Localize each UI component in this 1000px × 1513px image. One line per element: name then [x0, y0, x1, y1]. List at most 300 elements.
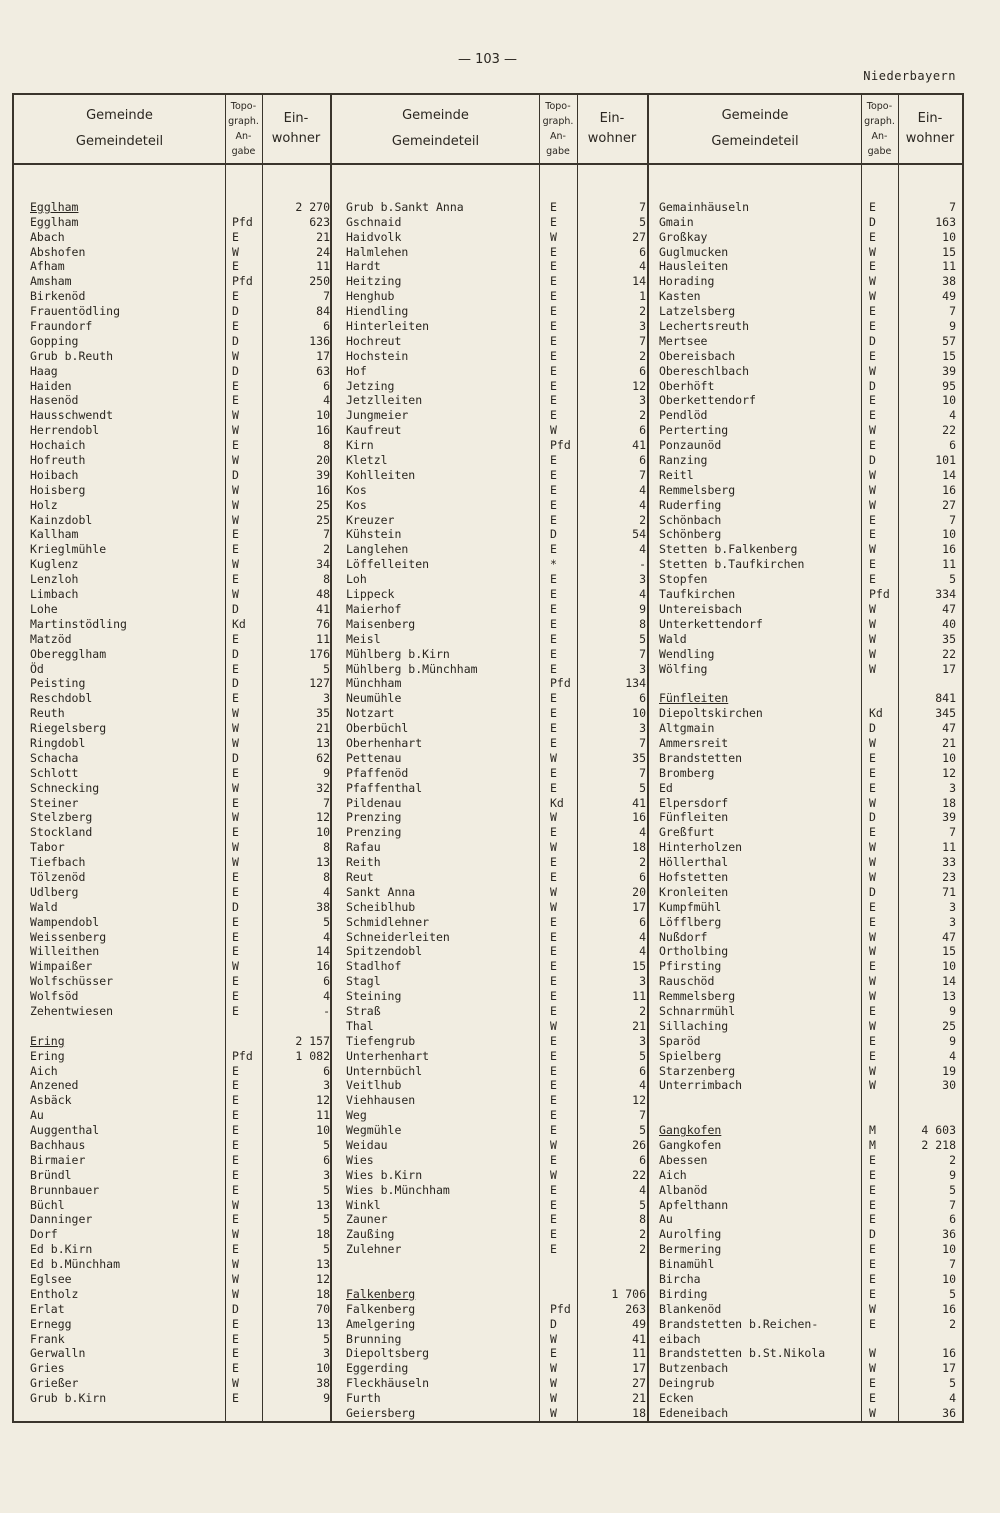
population: 3 [639, 721, 646, 736]
place-name: Albanöd [659, 1182, 708, 1197]
topo-code: E [869, 1048, 876, 1063]
topo-code: E [550, 1093, 557, 1108]
place-name: Wald [659, 631, 687, 646]
population: 17 [942, 661, 956, 676]
place-name: Tiefengrub [346, 1033, 416, 1048]
topo-code: E [232, 572, 239, 587]
population: 14 [942, 974, 956, 989]
topo-code: Pfd [869, 587, 890, 602]
place-name: Zaußing [346, 1227, 395, 1242]
table-row [30, 498, 330, 513]
population: 30 [942, 1078, 956, 1093]
population: 136 [309, 333, 330, 348]
topo-code: D [869, 721, 876, 736]
population: 2 [639, 1227, 646, 1242]
table-row [30, 483, 330, 498]
population: 95 [942, 378, 956, 393]
place-name: Bermering [659, 1242, 722, 1257]
place-name: Hof [346, 363, 367, 378]
population: 18 [632, 840, 646, 855]
place-name: Hochreut [346, 333, 402, 348]
topo-code: W [232, 453, 239, 468]
table-row [346, 185, 646, 200]
topo-code: E [232, 1078, 239, 1093]
header-gemeinde: Gemeinde Gemeindeteil [75, 108, 164, 149]
place-name: Ortholbing [659, 944, 729, 959]
population: 3 [949, 780, 956, 795]
place-name: Auggenthal [30, 1123, 100, 1138]
population: 19 [942, 1063, 956, 1078]
place-name: Egglham [30, 214, 79, 229]
table-row [30, 334, 330, 349]
population: 6 [639, 453, 646, 468]
table-row [346, 1049, 646, 1064]
topo-code: W [869, 467, 876, 482]
population: 38 [316, 899, 330, 914]
population: 11 [316, 259, 330, 274]
place-name: Zauner [346, 1212, 388, 1227]
topo-code: E [869, 1182, 876, 1197]
topo-code: E [550, 1152, 557, 1167]
topo-code: E [550, 974, 557, 989]
table-row [659, 527, 956, 542]
place-name: Kletzl [346, 453, 388, 468]
place-name: Schneiderleiten [346, 929, 450, 944]
topo-code: E [550, 259, 557, 274]
population: 4 [639, 929, 646, 944]
population: 34 [316, 557, 330, 572]
table-row [30, 1019, 330, 1034]
place-name: Schnarrmühl [659, 1003, 736, 1018]
table-row [30, 885, 330, 900]
topo-code: E [232, 259, 239, 274]
table-row [659, 736, 956, 751]
topo-code: E [550, 542, 557, 557]
table-row [659, 364, 956, 379]
place-name: Unterkettendorf [659, 616, 763, 631]
table-row [30, 944, 330, 959]
population: 4 [949, 1391, 956, 1406]
table-row [346, 393, 646, 408]
topo-code: E [550, 631, 557, 646]
place-name: Bründl [30, 1167, 72, 1182]
population: 71 [942, 884, 956, 899]
table-row [659, 274, 956, 289]
topo-code: E [550, 706, 557, 721]
topo-code: E [550, 1242, 557, 1257]
table-row [346, 289, 646, 304]
place-name: Taufkirchen [659, 587, 736, 602]
topo-code: W [550, 229, 557, 244]
place-name: Grub b.Sankt Anna [346, 199, 464, 214]
place-name: Oberegglham [30, 646, 107, 661]
place-name: Stelzberg [30, 810, 93, 825]
table-row [659, 959, 956, 974]
topo-code: W [232, 1197, 239, 1212]
population: 9 [949, 319, 956, 334]
table-row [30, 915, 330, 930]
table-row [346, 304, 646, 319]
population: 2 [323, 542, 330, 557]
table-row [346, 989, 646, 1004]
topo-code: E [232, 542, 239, 557]
table-row [346, 1093, 646, 1108]
topo-code: E [869, 1272, 876, 1287]
place-name: Amsham [30, 274, 72, 289]
place-name: Aich [30, 1063, 58, 1078]
place-name: Schönberg [659, 527, 722, 542]
topo-code: W [869, 363, 876, 378]
table-row [30, 989, 330, 1004]
population: 27 [942, 497, 956, 512]
population: 5 [323, 661, 330, 676]
topo-code: E [550, 363, 557, 378]
place-name: Aich [659, 1167, 687, 1182]
topo-code: E [232, 929, 239, 944]
topo-code: W [232, 810, 239, 825]
place-name: Schmidlehner [346, 914, 430, 929]
population: 11 [942, 840, 956, 855]
table-row [30, 810, 330, 825]
table-row [30, 900, 330, 915]
topo-code: D [232, 899, 239, 914]
topo-code: W [232, 1272, 239, 1287]
place-name: Remmelsberg [659, 482, 736, 497]
municipality-header-row [346, 1287, 646, 1302]
population: 7 [323, 795, 330, 810]
topo-code: W [869, 974, 876, 989]
place-name: Bromberg [659, 765, 715, 780]
table-row [346, 766, 646, 781]
population: 5 [323, 1138, 330, 1152]
table-row [659, 974, 956, 989]
topo-code: W [869, 289, 876, 304]
table-row [30, 1257, 330, 1272]
topo-code: W [869, 1406, 876, 1421]
table-row [659, 200, 956, 215]
table-row [346, 662, 646, 677]
place-name: Wegmühle [346, 1123, 402, 1138]
place-name: Diepoltsberg [346, 1346, 430, 1361]
table-row [659, 572, 956, 587]
table-row [659, 1183, 956, 1198]
place-name: Oberbüchl [346, 721, 409, 736]
table-row [659, 1391, 956, 1406]
table-row [30, 840, 330, 855]
table-row [30, 721, 330, 736]
topo-code: Pfd [550, 1301, 571, 1316]
topo-code: E [550, 274, 557, 289]
table-row [659, 185, 956, 200]
place-name: Jungmeier [346, 408, 409, 423]
table-row [659, 1361, 956, 1376]
population: 2 270 [295, 199, 330, 214]
table-row [659, 617, 956, 632]
population: 16 [316, 959, 330, 974]
population: 5 [323, 1331, 330, 1346]
population: 11 [942, 557, 956, 572]
place-name: Lohe [30, 601, 58, 616]
place-name: Elpersdorf [659, 795, 729, 810]
place-name: Reuth [30, 706, 65, 721]
place-name: Sillaching [659, 1018, 729, 1033]
population: 7 [639, 1108, 646, 1123]
table-row [30, 349, 330, 364]
topo-code: W [869, 869, 876, 884]
table-row [30, 676, 330, 691]
population: 4 [639, 259, 646, 274]
place-name: Hoisberg [30, 482, 86, 497]
topo-code: E [550, 1003, 557, 1018]
place-name: Deingrub [659, 1376, 715, 1391]
topo-code: E [550, 914, 557, 929]
population: 47 [942, 721, 956, 736]
place-name: Hofreuth [30, 453, 86, 468]
table-row [659, 483, 956, 498]
table-row [346, 379, 646, 394]
table-row [659, 721, 956, 736]
population: 48 [316, 587, 330, 602]
table-row [659, 855, 956, 870]
topo-code: E [550, 319, 557, 334]
topo-code: W [232, 959, 239, 974]
table-row [346, 542, 646, 557]
topo-code: W [869, 795, 876, 810]
place-name: Oberhöft [659, 378, 715, 393]
table-row [659, 1153, 956, 1168]
topo-code: W [869, 244, 876, 259]
table-row [659, 900, 956, 915]
table-row [659, 632, 956, 647]
table-row [659, 810, 956, 825]
topo-code: E [550, 1123, 557, 1138]
place-name: Horading [659, 274, 715, 289]
population: 4 [323, 929, 330, 944]
population: 8 [639, 616, 646, 631]
place-name: Ernegg [30, 1316, 72, 1331]
place-name: Reut [346, 869, 374, 884]
topo-code: E [550, 735, 557, 750]
table-row [346, 796, 646, 811]
table-row [659, 1168, 956, 1183]
topo-code: W [869, 1301, 876, 1316]
table-row [659, 796, 956, 811]
population: 10 [942, 1272, 956, 1287]
data-column-2 [346, 185, 646, 1421]
population: 10 [316, 825, 330, 840]
table-row [659, 840, 956, 855]
place-name: Kohlleiten [346, 467, 416, 482]
place-name: Wolfsöd [30, 989, 79, 1004]
topo-code: E [232, 631, 239, 646]
place-name: Grub b.Kirn [30, 1391, 107, 1406]
topo-code: E [550, 661, 557, 676]
population: 4 [639, 1078, 646, 1093]
place-name: Hoibach [30, 467, 79, 482]
topo-code: E [550, 408, 557, 423]
table-row [346, 1376, 646, 1391]
topo-code: W [869, 1078, 876, 1093]
place-name: Martinstödling [30, 616, 127, 631]
population: 3 [639, 572, 646, 587]
table-row [346, 781, 646, 796]
region-heading: Niederbayern [863, 69, 956, 83]
population: 20 [316, 453, 330, 468]
place-name: Tölzenöd [30, 869, 86, 884]
population: 5 [323, 1242, 330, 1257]
topo-code: E [550, 393, 557, 408]
table-row [659, 379, 956, 394]
topo-code: E [550, 1227, 557, 1242]
place-name: Au [30, 1108, 44, 1123]
topo-code: D [232, 304, 239, 319]
table-row [346, 751, 646, 766]
table-row [346, 1078, 646, 1093]
place-name: Thal [346, 1018, 374, 1033]
population: 15 [632, 959, 646, 974]
population: 6 [323, 1152, 330, 1167]
population: 10 [632, 706, 646, 721]
population: 2 [639, 1242, 646, 1257]
table-row [346, 1406, 646, 1421]
topo-code: E [550, 572, 557, 587]
population: 8 [323, 869, 330, 884]
table-row [30, 453, 330, 468]
population: 15 [942, 244, 956, 259]
place-name: Hiendling [346, 304, 409, 319]
population: 4 [639, 825, 646, 840]
topo-code: E [550, 244, 557, 259]
place-name: Ering [30, 1048, 65, 1063]
table-row [346, 423, 646, 438]
population: 1 082 [295, 1048, 330, 1063]
table-row [659, 1034, 956, 1049]
topo-code: E [550, 348, 557, 363]
place-name: Falkenberg [346, 1286, 416, 1301]
place-name: Egglham [30, 199, 79, 214]
table-row [659, 751, 956, 766]
topo-code: W [550, 810, 557, 825]
place-name: Unterhenhart [346, 1048, 430, 1063]
table-row [346, 438, 646, 453]
place-name: Prenzing [346, 810, 402, 825]
population: 38 [316, 1376, 330, 1391]
table-row [30, 438, 330, 453]
table-row [30, 572, 330, 587]
topo-code: E [232, 914, 239, 929]
population: 21 [632, 1391, 646, 1406]
topo-code: E [550, 691, 557, 706]
population: 345 [935, 706, 956, 721]
place-name: Butzenbach [659, 1361, 729, 1376]
place-name: Blankenöd [659, 1301, 722, 1316]
topo-code: W [232, 423, 239, 438]
table-row [659, 230, 956, 245]
table-row [346, 215, 646, 230]
topo-code: E [869, 199, 876, 214]
population: 10 [942, 393, 956, 408]
topo-code: E [232, 884, 239, 899]
place-name: Kuglenz [30, 557, 79, 572]
place-name: Lippeck [346, 587, 395, 602]
topo-code: D [550, 527, 557, 542]
table-row [346, 364, 646, 379]
table-row [346, 736, 646, 751]
table-row [346, 1138, 646, 1153]
population: 4 [323, 884, 330, 899]
place-name: Stagl [346, 974, 381, 989]
table-row [30, 1287, 330, 1302]
population: 6 [639, 244, 646, 259]
place-name: Asbäck [30, 1093, 72, 1108]
population: 35 [632, 750, 646, 765]
place-name: Altgmain [659, 721, 715, 736]
place-name: Schlott [30, 765, 79, 780]
population: 5 [323, 914, 330, 929]
topo-code: E [869, 319, 876, 334]
population: 16 [942, 1346, 956, 1361]
table-row [30, 1361, 330, 1376]
place-name: Ranzing [659, 453, 708, 468]
table-row [659, 453, 956, 468]
population: 127 [309, 676, 330, 691]
topo-code: E [550, 959, 557, 974]
place-name: Hinterleiten [346, 319, 430, 334]
topo-code: E [869, 1316, 876, 1331]
population: 9 [323, 765, 330, 780]
topo-code: E [232, 1242, 239, 1257]
table-row [30, 1242, 330, 1257]
population: 13 [316, 1257, 330, 1272]
topo-code: E [869, 1286, 876, 1301]
population: 3 [639, 974, 646, 989]
place-name: Fraundorf [30, 319, 93, 334]
population: 70 [316, 1301, 330, 1316]
table-row [346, 1257, 646, 1272]
topo-code: E [550, 512, 557, 527]
population: 24 [316, 244, 330, 259]
population: 7 [323, 527, 330, 542]
table-row [30, 617, 330, 632]
population: 4 [639, 944, 646, 959]
place-name: Entholz [30, 1286, 79, 1301]
population: 4 [949, 408, 956, 423]
topo-code: E [232, 661, 239, 676]
place-name: Hinterholzen [659, 840, 743, 855]
topo-code: E [869, 408, 876, 423]
table-row [346, 1034, 646, 1049]
table-row [659, 334, 956, 349]
table-row [30, 230, 330, 245]
place-name: Gangkofen [659, 1138, 722, 1152]
population: 14 [942, 467, 956, 482]
topo-code: E [232, 1123, 239, 1138]
place-name: Löffelleiten [346, 557, 430, 572]
topo-code: W [232, 587, 239, 602]
table-row [659, 781, 956, 796]
place-name: Straß [346, 1003, 381, 1018]
topo-code: E [550, 587, 557, 602]
topo-code: E [869, 825, 876, 840]
topo-code: E [869, 914, 876, 929]
place-name: Winkl [346, 1197, 381, 1212]
population: 2 [949, 1152, 956, 1167]
place-name: Kasten [659, 289, 701, 304]
population: 6 [949, 438, 956, 453]
table-row [659, 1272, 956, 1287]
table-row [659, 1227, 956, 1242]
topo-code: W [232, 735, 239, 750]
